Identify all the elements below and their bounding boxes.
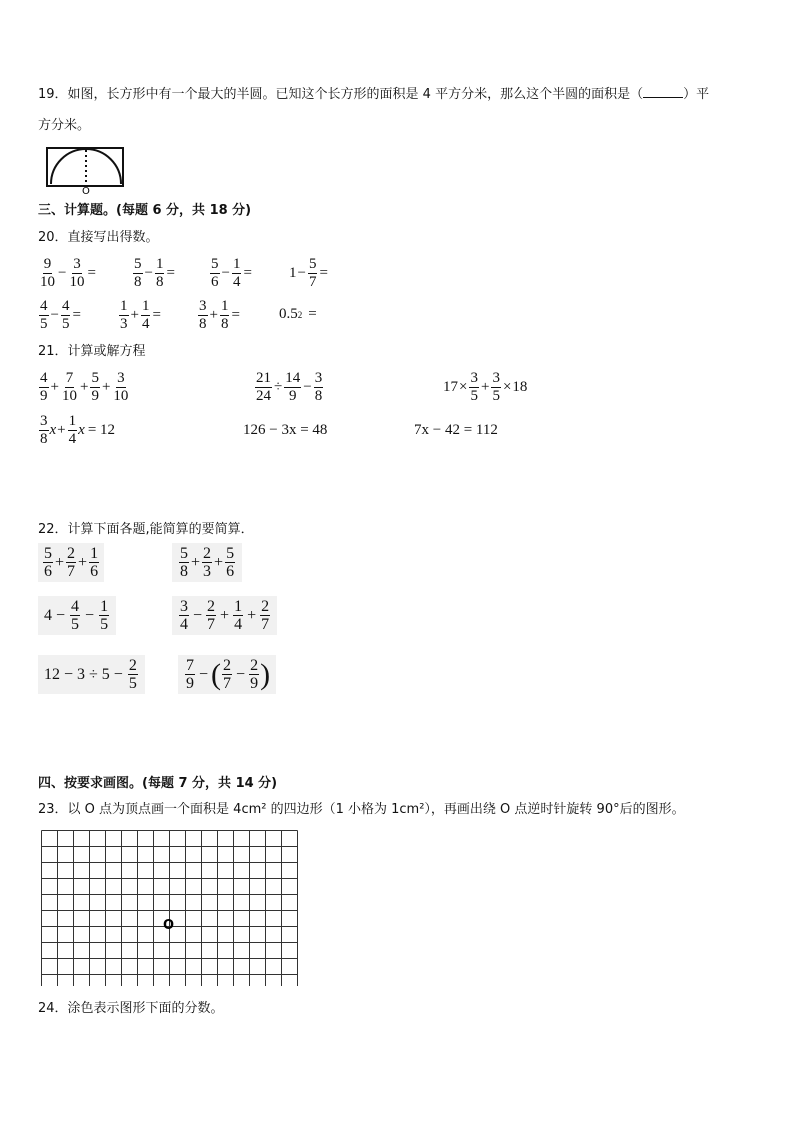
q19-text-line2: 方分米。: [38, 118, 91, 133]
q20-expr-5: 4 5 − $\frac{4}{5}$ =: [40, 298, 81, 332]
q20-expr-6: 1 3 + $\frac{1}{4}$ =: [120, 298, 161, 332]
q21-expr-6: 7x − 42 = 112: [414, 422, 498, 438]
q23-text: 23．以 O 点为顶点画一个面积是 4cm² 的四边形（1 小格为 1cm²），再画出绕 O 点逆时针旋转 90°后的图形。: [38, 802, 685, 817]
q22-expr-3: 4 − $\frac{4}{5}$ − $\frac{1}{5}$: [38, 596, 116, 635]
q20-expr-8: 0.5 2 =: [279, 306, 317, 322]
q22-expr-6: 7 9 − ( 2 7 − $\frac{2}{9}$ ): [178, 655, 276, 694]
q20-expr-1: 9 10 − $\frac{3}{10}$ =: [40, 256, 96, 290]
q21-expr-2: $\frac{21}{24}$ ÷ $\frac{14}{9}$ − $\frac{3}{8}$: [256, 370, 323, 404]
q20-expr-4: 1 − $\frac{5}{7}$ =: [289, 256, 328, 290]
q19-figure: [38, 144, 128, 196]
q22-expr-1: 5 6 + $\frac{2}{7}$ + $\frac{1}{6}$: [38, 543, 104, 582]
q24-text: 24．涂色表示图形下面的分数。: [38, 1001, 224, 1016]
q20-title: 20．直接写出得数。: [38, 230, 159, 245]
q22-title: 22．计算下面各题,能简算的要简算．: [38, 522, 254, 537]
q19-answer-blank[interactable]: [643, 85, 683, 98]
center-label: O: [82, 186, 90, 196]
q19-text: 19．如图，长方形中有一个最大的半圆。已知这个长方形的面积是 4 平方分米，那么这个半圆的面积是（ ）平: [38, 87, 710, 102]
q20-expr-7: 3 8 + $\frac{1}{8}$ =: [199, 298, 240, 332]
q21-title: 21．计算或解方程: [38, 344, 146, 359]
q21-expr-1: 4 9 + $\frac{7}{10}$ + $\frac{5}{9}$ + $\frac{3}{10}$: [40, 370, 129, 404]
q23-grid[interactable]: [41, 830, 299, 986]
q22-expr-4: 3 4 − $\frac{2}{7}$ + $\frac{1}{4}$ + $\frac{2}{7}$: [172, 596, 277, 635]
q20-expr-2: 5 8 − $\frac{1}{8}$ =: [134, 256, 175, 290]
q22-expr-5: 12 − 3 ÷ 5 − $\frac{2}{5}$: [38, 655, 145, 694]
section3-title: 三、计算题。(每题 6 分，共 18 分): [38, 203, 252, 218]
q21-expr-4: 3 8 x + $\frac{1}{4}$ x = 12: [40, 413, 116, 447]
point-o-label: O: [163, 918, 175, 933]
q21-expr-5: 126 − 3x = 48: [243, 422, 328, 438]
q20-expr-3: 5 6 − $\frac{1}{4}$ =: [211, 256, 252, 290]
section4-title: 四、按要求画图。(每题 7 分，共 14 分): [38, 776, 278, 791]
q21-expr-3: 17 × $\frac{3}{5}$ + $\frac{3}{5}$ × 18: [443, 370, 528, 404]
q22-expr-2: 5 8 + $\frac{2}{3}$ + $\frac{5}{6}$: [172, 543, 242, 582]
